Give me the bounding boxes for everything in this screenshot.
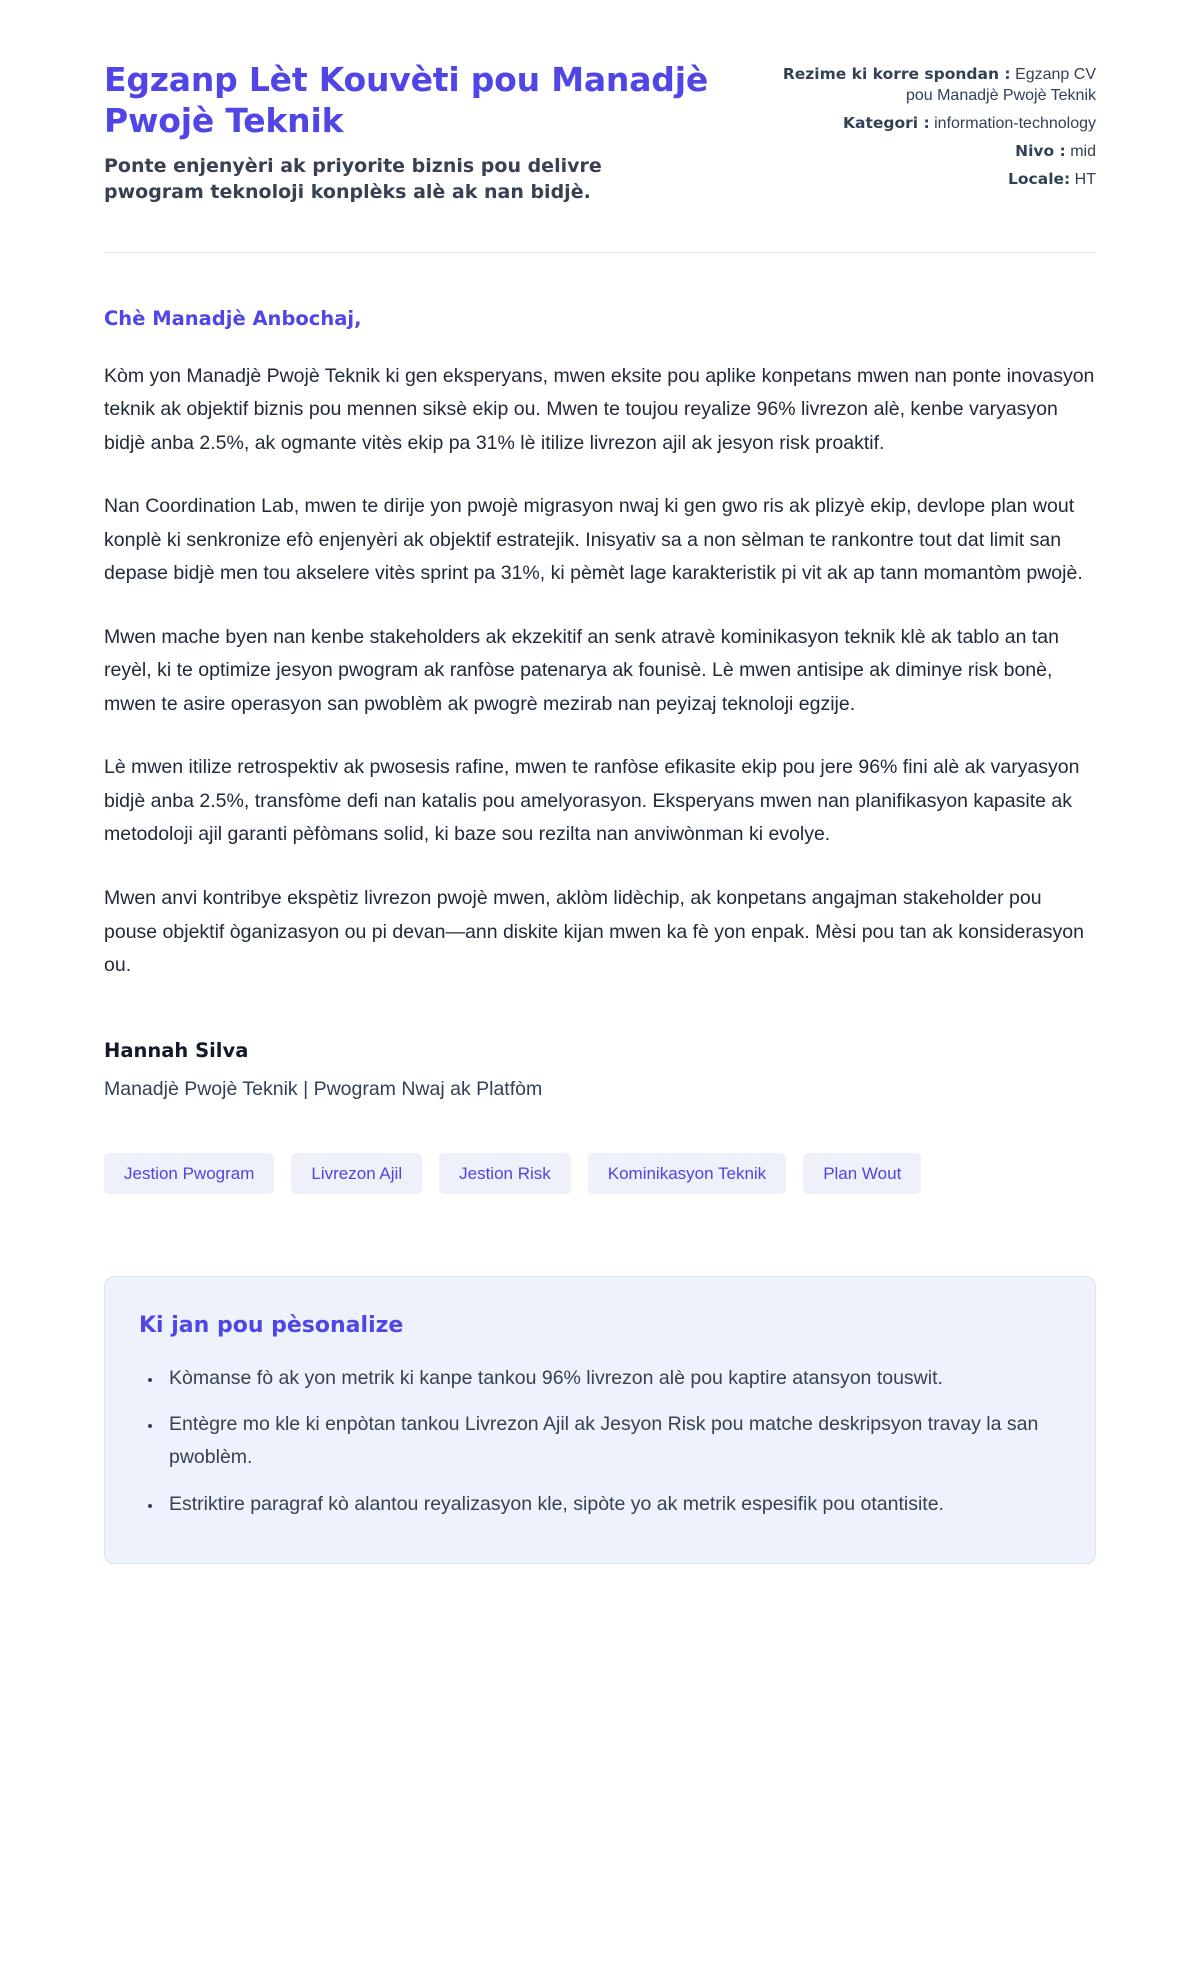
header-divider [104,252,1096,253]
letter-paragraph: Kòm yon Manadjè Pwojè Teknik ki gen eksperyans, mwen eksite pou aplike konpetans mwen nan ponte inovasyon teknik ak objektif biznis pou mennen siksè ekip ou. Mwen te toujou reyalize 96% livrezon alè, kenbe varyasyon bidjè anba 2.5%, ak ogmante vitès ekip pa 31% lè itilize livrezon ajil ak jesyon risk proaktif. [104,364,1095,454]
meta-row-category [776,113,1096,134]
tip-item: • Estriktire paragraf kò alantou reyalizasyon kle, sipòte yo ak metrik espesifik pou otantisite. [163,1488,1059,1521]
meta-row-resume [776,64,1096,106]
letter-paragraph: Mwen mache byen nan kenbe stakeholders ak ekzekitif an senk atravè kominikasyon teknik klè ak tablo an tan reyèl, ki te optimize jesyon pwogram ak ranfòse patenarya ak founisè. Lè mwen antisipe ak diminye risk bonè, mwen te asire operasyon san pwoblèm ak pwogrè mezirab nan peyizaj teknoloji egzije. [104,625,1059,715]
tag-plan-wout[interactable]: Plan Wout [803,1153,921,1194]
tag-kominikasyon-teknik[interactable]: Kominikasyon Teknik [588,1153,786,1194]
header [104,60,1096,206]
meta-label: Locale: [1008,170,1071,189]
bottom-spacer [104,1564,1096,1624]
letter-greeting: Chè Manadjè Anbochaj, [104,306,362,330]
document-meta [776,60,1096,198]
letter-paragraph: Nan Coordination Lab, mwen te dirije yon pwojè migrasyon nwaj ki gen gwo ris ak plizyè ekip, devlope plan wout konplè ki senkronize efò enjenyèri ak objektif estratejik. Inisyativ sa a non sèlman te rankontre tout dat limit san depase bidjè men tou akselere vitès sprint pa 31%, ki pèmèt lage karakteristik pi vit ak ap tann momantòm pwojè. [104,495,1083,585]
page-container [104,0,1096,1624]
signature-name: Hannah Silva [104,1038,249,1062]
skill-tags [104,1153,1096,1194]
meta-label: Rezime ki korre spondan : [782,65,1011,83]
tag-livrezon-ajil[interactable]: Livrezon Ajil [291,1153,422,1194]
page-subtitle: Ponte enjenyèri ak priyorite biznis pou delivre pwogram teknoloji konplèks alè ak nan bidjè. [104,155,602,204]
page-title: Egzanp Lèt Kouvèti pou Manadjè Pwojè Teknik [104,60,709,140]
signature-role: Manadjè Pwojè Teknik | Pwogram Nwaj ak Platfòm [104,1077,543,1100]
personalize-tips-card [104,1276,1096,1564]
tips-list [139,1362,1059,1521]
meta-value: HT [1074,171,1096,189]
header-title-block [104,60,724,206]
tip-item: • Entègre mo kle ki enpòtan tankou Livrezon Ajil ak Jesyon Risk pou matche deskripsyon travay la san pwoblèm. [163,1408,1059,1474]
tag-jestion-pwogram[interactable]: Jestion Pwogram [104,1153,274,1194]
meta-value: Egzanp CV pou Manadjè Pwojè Teknik [905,66,1096,105]
tip-item: • Kòmanse fò ak yon metrik ki kanpe tankou 96% livrezon alè pou kaptire atansyon touswit. [163,1362,1059,1395]
letter-body [104,307,1096,1101]
meta-label: Nivo : [1015,142,1066,161]
letter-paragraph: Lè mwen itilize retrospektiv ak pwosesis rafine, mwen te ranfòse efikasite ekip pou jere 96% fini alè ak varyasyon bidjè anba 2.5%, transfòme defi nan katalis pou amelyorasyon. Eksperyans mwen nan planifikasyon kapasite ak metodoloji ajil garanti pèfòmans solid, ki baze sou rezilta nan anviwònman ki evolye. [104,756,1080,846]
meta-value: mid [1070,143,1096,161]
meta-row-locale [776,169,1096,190]
tag-jestion-risk[interactable]: Jestion Risk [439,1153,571,1194]
letter-paragraph: Mwen anvi kontribye ekspètiz livrezon pwojè mwen, aklòm lidèchip, ak konpetans angajman stakeholder pou pouse objektif òganizasyon ou pi devan—ann diskite kijan mwen ka fè yon enpak. Mèsi pou tan ak konsiderasyon ou. [104,886,1084,977]
meta-row-level [776,141,1096,162]
tips-card-title: Ki jan pou pèsonalize [139,1312,404,1338]
meta-label: Kategori : [842,114,930,133]
meta-value: information-technology [934,115,1096,133]
